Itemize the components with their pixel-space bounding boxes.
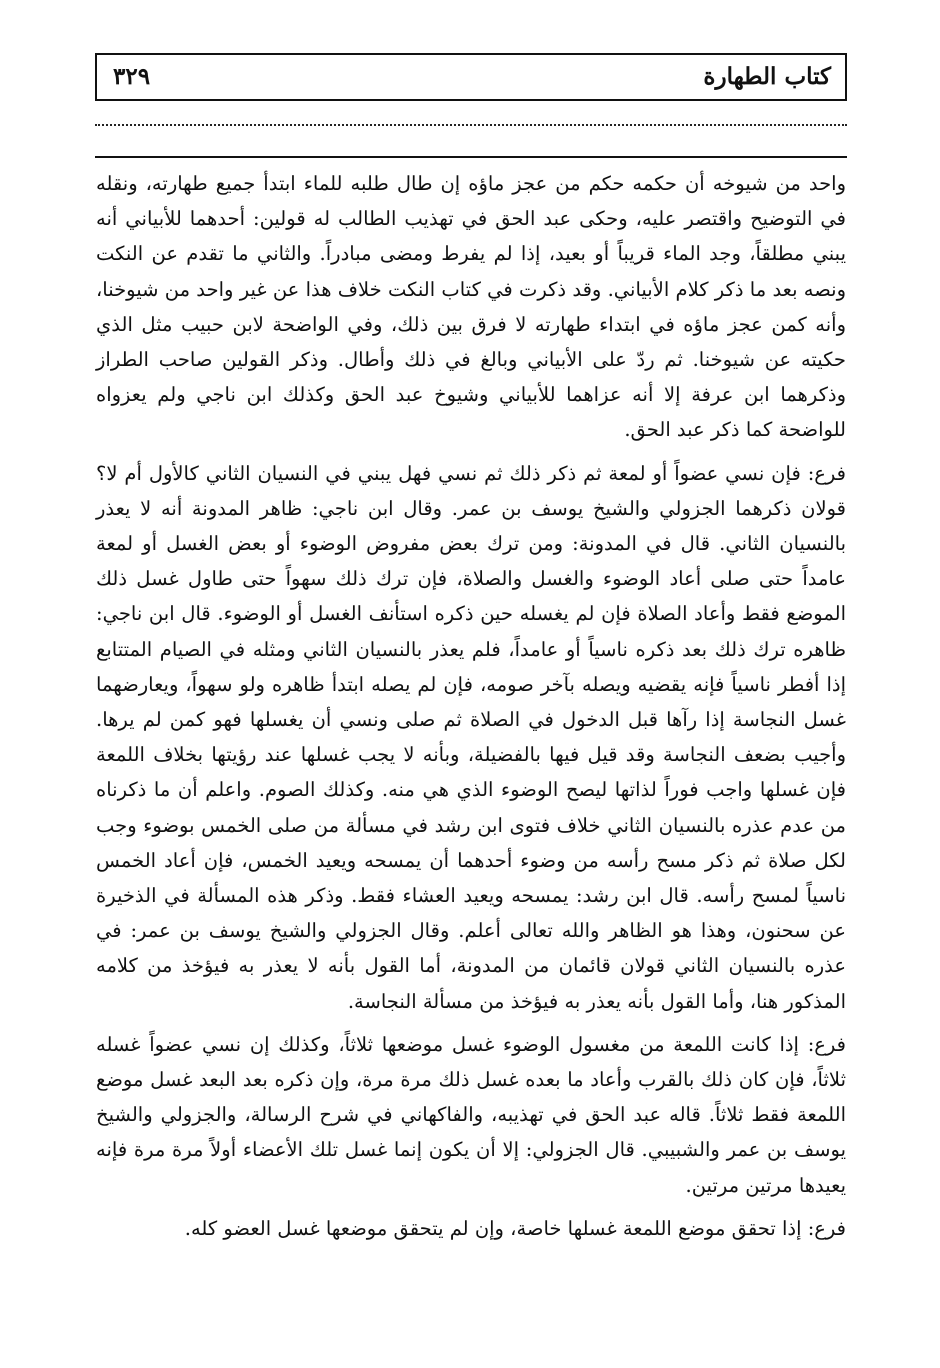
paragraph: واحد من شيوخه أن حكمه حكم من عجز ماؤه إن طال طلبه للماء ابتدأ جميع طهارته، ونقله في التوضيح واقتصر عليه، وحكى عبد الحق في تهذيب الطالب له قولين: أحدهما للأبياني أنه يبني مطلقاً، وجد الماء قريباً أو بعيد، إذا لم يفرط ومضى مبادراً. والثاني ما تقدم عن النكت ونصه بعد ما ذكر كلام الأبياني. وقد ذكرت في كتاب النكت خلاف هذا عن غير واحد من شيوخنا، وأنه كمن عجز ماؤه في ابتداء طهارته لا فرق بين ذلك، وفي الواضحة لابن حبيب مثل الذي حكيته عن شيوخنا. ثم ردّ على الأبياني وبالغ في ذلك وأطال. وذكر القولين صاحب الطراز وذكرهما ابن عرفة إلا أنه عزاهما للأبياني وشيوخ عبد الحق وكذلك ابن ناجي ولم يعزواه للواضحة كما ذكر عبد الحق. [96, 172, 846, 442]
header-rule [95, 156, 847, 158]
dotted-separator [95, 124, 847, 126]
page-number: ٣٢٩ [113, 63, 151, 90]
page-header [95, 53, 847, 101]
paragraph: فرع: إذا كانت اللمعة من مغسول الوضوء غسل موضعها ثلاثاً، وكذلك إن نسي عضواً غسله ثلاثاً، فإن كان ذلك بالقرب وأعاد ما بعده غسل ذلك مرة مرة، وإن ذكره بعد البعد غسل موضع اللمعة فقط ثلاثاً. قاله عبد الحق في تهذيبه، والفاكهاني في شرح الرسالة، والجزولي والشيخ يوسف بن عمر والشبيبي. قال الجزولي: إلا أن يكون إنما غسل تلك الأعضاء أولاً مرة مرة فإنه يعيدها مرتين مرتين. [96, 1032, 846, 1197]
paragraph: فرع: فإن نسي عضواً أو لمعة ثم ذكر ذلك ثم نسي فهل يبني في النسيان الثاني كالأول أم لا؟ قولان ذكرهما الجزولي والشيخ يوسف بن عمر. وقال ابن ناجي: ظاهر المدونة أنه لا يعذر بالنسيان الثاني. قال في المدونة: ومن ترك بعض مفروض الوضوء أو بعض الغسل أو لمعة عامداً حتى صلى أعاد الوضوء والغسل والصلاة، فإن ترك ذلك سهواً حتى طاول غسل ذلك الموضع فقط وأعاد الصلاة فإن لم يغسله حين ذكره استأنف الغسل أو الوضوء. قال ابن ناجي: ظاهره ترك ذلك بعد ذكره ناسياً أو عامداً، فلم يعذر بالنسيان الثاني ومثله في الصيام المتتابع إذا أفطر ناسياً فإنه يقضيه ويصله بآخر صومه، فإن لم يصله ابتدأ ظاهره ولو سهواً، ويعارضهما غسل النجاسة إذا رآها قبل الدخول في الصلاة ثم صلى ونسي أن يغسلها فهو كمن لم يرها. وأجيب بضعف النجاسة وقد قيل فيها بالفضيلة، وبأنه لا يجب غسلها عند رؤيتها بخلاف اللمعة فإن غسلها واجب فوراً لذاتها ليصح الوضوء الذي هي منه. وكذلك الصوم. واعلم أن ما ذكرناه من عدم عذره بالنسيان الثاني خلاف فتوى ابن رشد في مسألة من صلى الخمس بوضوء وجب لكل صلاة ثم ذكر مسح رأسه من وضوء أحدهما أن يمسحه ويعيد الخمس، فإن أعاد الخمس ناسياً لمسح رأسه. قال ابن رشد: يمسحه ويعيد العشاء فقط. وذكر هذه المسألة في الذخيرة عن سحنون، وهذا هو الظاهر والله تعالى أعلم. وقال الجزولي والشيخ يوسف بن عمر: في عذره بالنسيان الثاني قولان قائمان من المدونة، أما القول بأنه لا يعذر به فيؤخذ من كلامه المذكور هنا، وأما القول بأنه يعذر به فيؤخذ من مسألة النجاسة. [96, 461, 846, 1013]
paragraph: فرع: إذا تحقق موضع اللمعة غسلها خاصة، وإن لم يتحقق موضعها غسل العضو كله. [184, 1216, 846, 1240]
page-body [96, 166, 846, 1246]
book-title: كتاب الطهارة [703, 63, 831, 90]
